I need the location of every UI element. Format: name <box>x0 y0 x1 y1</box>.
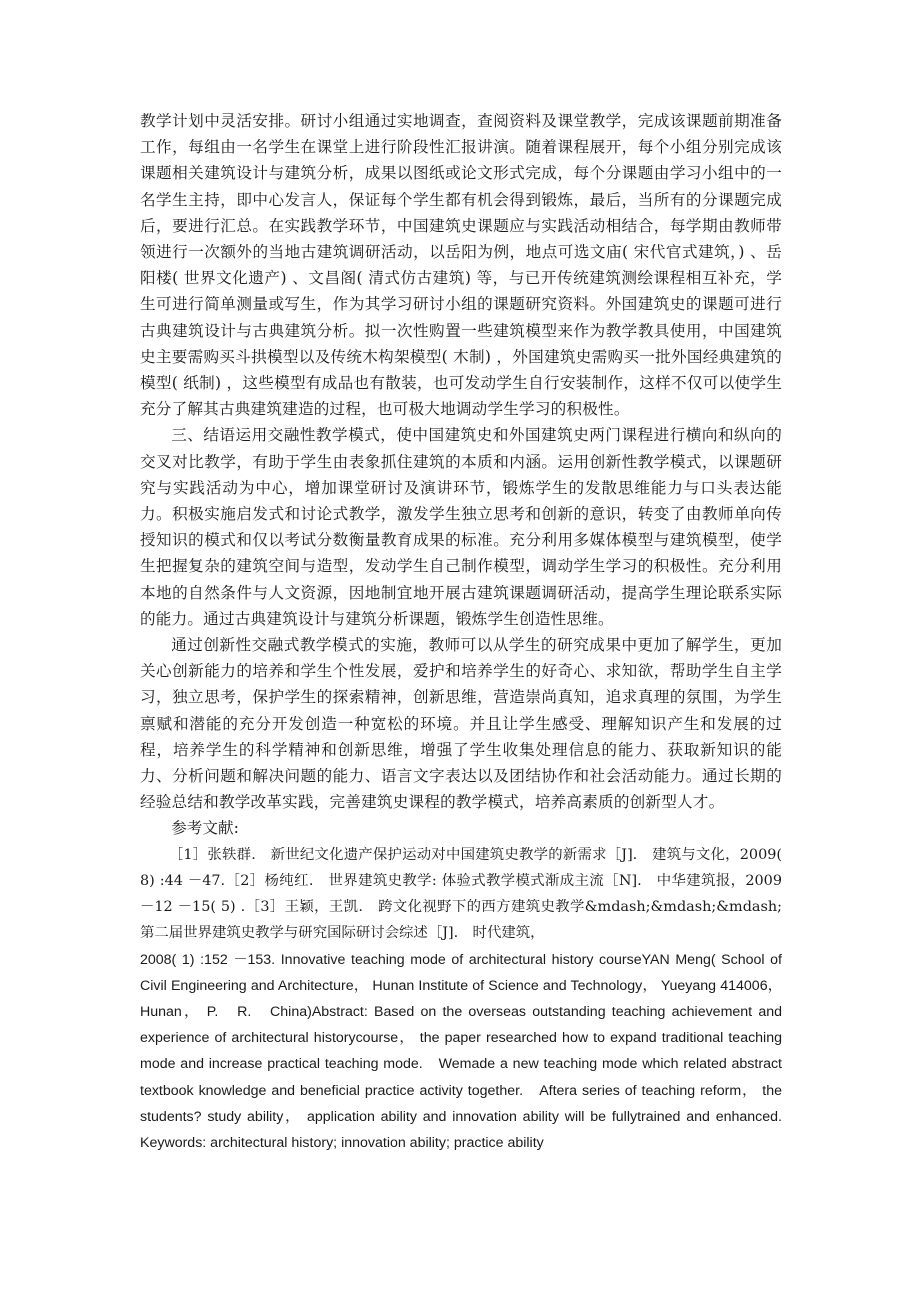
references-list: ［1］张轶群. 新世纪文化遗产保护运动对中国建筑史教学的新需求［J]. 建筑与文化，2009( 8) :44 －47.［2］杨纯红. 世界建筑史教学: 体验式教学模式渐成主流［N]. 中华建筑报，2009 －12 －15( 5) .［3］王颖，王凯. 跨文化视野下的西方建筑史教学&mdash;&mdash;&mdash;第二届世界建筑史教学与研究国际研讨会综述［J]. 时代建筑， <box>140 846 782 942</box>
document-page <box>140 108 797 1156</box>
references-heading: 参考文献: <box>171 819 239 838</box>
conclusion-paragraph: 三、结语运用交融性教学模式，使中国建筑史和外国建筑史两门课程进行横向和纵向的交叉对比教学，有助于学生由表象抓住建筑的本质和内涵。运用创新性教学模式，以课题研究与实践活动为中心，增加课堂研讨及演讲环节，锻炼学生的发散思维能力与口头表达能力。积极实施启发式和讨论式教学，激发学生独立思考和创新的意识，转变了由教师单向传授知识的模式和仅以考试分数衡量教育成果的标准。充分利用多媒体模型与建筑模型，使学生把握复杂的建筑空间与造型，发动学生自己制作模型，调动学生学习的积极性。充分利用本地的自然条件与人文资源，因地制宜地开展古建筑课题调研活动，提高学生理论联系实际的能力。通过古典建筑设计与建筑分析课题，锻炼学生创造性思维。 <box>140 426 782 628</box>
english-abstract: 2008( 1) :152 －153. Innovative teaching mode of architectural history courseYAN Meng( School of Civil Engineering and Architecture， Hunan Institute of Science and Technology， Yueyang 414006， Hunan， P. R. China)Abstract: Based on the overseas outstanding teaching achievement and experience of architectural historycourse， the paper researched how to expand traditional teaching mode and increase practical teaching mode. Wemade a new teaching mode which related abstract textbook knowledge and beneficial practice activity together. Aftera series of teaching reform， the students? study ability， application ability and innovation ability will be fullytrained and enhanced. Keywords: architectural history; innovation ability; practice ability <box>140 951 797 1151</box>
body-paragraph-3: 通过创新性交融式教学模式的实施，教师可以从学生的研究成果中更加了解学生，更加关心创新能力的培养和学生个性发展，爱护和培养学生的好奇心、求知欲，帮助学生自主学习，独立思考，保护学生的探索精神，创新思维，营造崇尚真知，追求真理的氛围，为学生禀赋和潜能的充分开发创造一种宽松的环境。并且让学生感受、理解知识产生和发展的过程，培养学生的科学精神和创新思维，增强了学生收集处理信息的能力、获取新知识的能力、分析问题和解决问题的能力、语言文字表达以及团结协作和社会活动能力。通过长期的经验总结和教学改革实践，完善建筑史课程的教学模式，培养高素质的创新型人才。 <box>140 636 782 812</box>
body-paragraph-1: 教学计划中灵活安排。研讨小组通过实地调查，查阅资料及课堂教学，完成该课题前期准备工作，每组由一名学生在课堂上进行阶段性汇报讲演。随着课程展开，每个小组分别完成该课题相关建筑设计与建筑分析，成果以图纸或论文形式完成，每个分课题由学习小组中的一名学生主持，即中心发言人，保证每个学生都有机会得到锻炼，最后，当所有的分课题完成后，要进行汇总。在实践教学环节，中国建筑史课题应与实践活动相结合，每学期由教师带领进行一次额外的当地古建筑调研活动，以岳阳为例，地点可选文庙( 宋代官式建筑，) 、岳阳楼( 世界文化遗产) 、文昌阁( 清式仿古建筑) 等，与已开传统建筑测绘课程相互补充，学生可进行简单测量或写生，作为其学习研讨小组的课题研究资料。外国建筑史的课题可进行古典建筑设计与古典建筑分析。拟一次性购置一些建筑模型来作为教学教具使用，中国建筑史主要需购买斗拱模型以及传统木构架模型( 木制) ，外国建筑史需购买一批外国经典建筑的模型( 纸制) ，这些模型有成品也有散装，也可发动学生自行安装制作，这样不仅可以使学生充分了解其古典建筑建造的过程，也可极大地调动学生学习的积极性。 <box>140 112 782 419</box>
